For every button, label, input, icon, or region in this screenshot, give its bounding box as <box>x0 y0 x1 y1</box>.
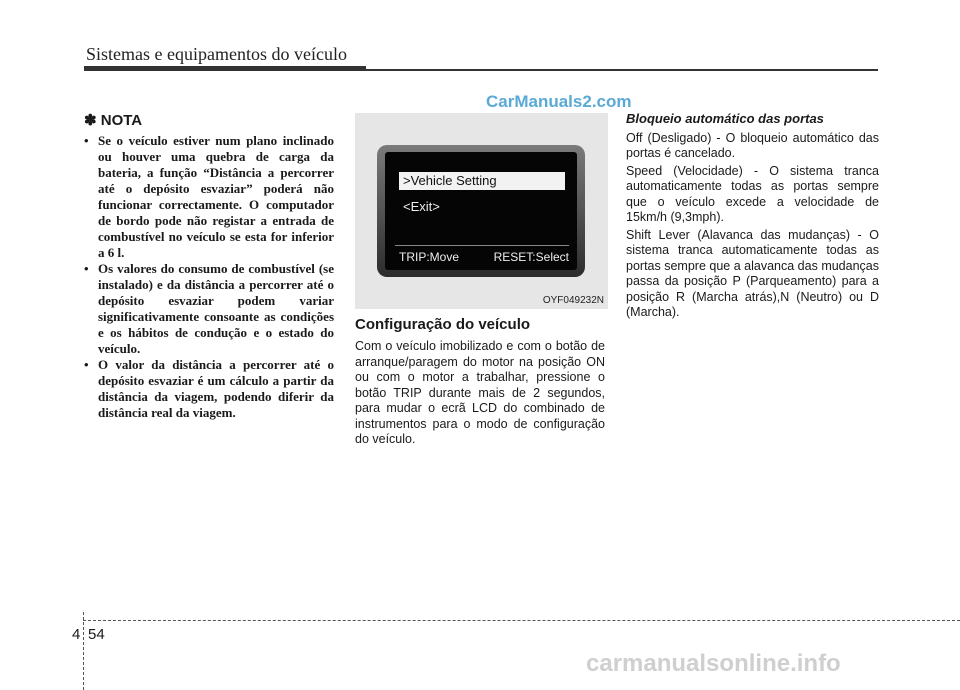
lock-option-text: O sistema tranca automaticamente todas as portas sempre que a alavanca das mudanças passa da posição P (Parqueamento) para a posição R (Marcha atrás),N (Neutro) ou D (Marcha). <box>626 227 879 319</box>
header-bar <box>84 66 366 71</box>
lock-option-off <box>626 131 879 162</box>
chapter-number: 4 <box>72 626 81 643</box>
watermark-bottom-link[interactable]: carmanualsonline.info <box>586 650 841 677</box>
nota-bullet: • O valor da distância a percorrer até o depósito esvaziar é um cálculo a partir da distância da viagem, podendo diferir da distância real da viagem. <box>84 357 334 421</box>
lcd-screen <box>385 152 577 270</box>
lcd-figure <box>355 113 608 309</box>
page-header-title: Sistemas e equipamentos do veículo <box>86 44 347 64</box>
lcd-footer-trip: TRIP:Move <box>399 250 460 264</box>
lock-option-shift <box>626 228 879 321</box>
lock-option-speed <box>626 164 879 226</box>
config-title: Configuração do veículo <box>355 316 531 333</box>
nota-title: ✽ NOTA <box>84 112 143 129</box>
page-number: 54 <box>88 626 105 643</box>
lcd-frame <box>377 145 585 277</box>
figure-code: OYF049232N <box>542 295 604 306</box>
lock-option-label: Shift Lever (Alavanca das mudanças) - <box>626 227 870 242</box>
lcd-separator <box>395 245 569 246</box>
lcd-menu-selected: >Vehicle Setting <box>399 172 565 190</box>
nota-bullet-list <box>84 133 334 421</box>
lock-section <box>626 111 879 323</box>
lcd-footer <box>399 250 569 264</box>
lcd-menu-exit: <Exit> <box>403 199 440 214</box>
watermark-top-link[interactable]: CarManuals2.com <box>486 92 632 111</box>
lock-option-text: O sistema tranca automaticamente todas as portas sempre que o veículo excede a velocidade de 15km/h (9,3mph). <box>626 163 879 224</box>
config-section <box>355 316 605 448</box>
lock-option-label: Speed (Velocidade) - <box>626 163 770 178</box>
lock-option-text: O bloqueio automático das portas é cancelado. <box>626 130 879 160</box>
lock-title: Bloqueio automático das portas <box>626 111 824 126</box>
config-body: Com o veículo imobilizado e com o botão de arranque/paragem do motor na posição ON ou com o motor a trabalhar, pressione o botão TRIP durante mais de 2 segundos, para mudar o ecrã LCD do combinado de instrumentos para o modo de configuração do veículo. <box>355 339 605 446</box>
lcd-footer-reset: RESET:Select <box>493 250 569 264</box>
nota-section <box>84 111 334 421</box>
lock-option-label: Off (Desligado) - <box>626 130 726 145</box>
footer-rule <box>83 620 960 621</box>
nota-bullet: • Se o veículo estiver num plano inclinado ou houver uma quebra de carga da bateria, a função “Distância a percorrer até o depósito esvaziar” poderá não funcionar correctamente. O computador de bordo pode não registar a entrada de combustível no veículo se esta for inferior a 6 l. <box>84 133 334 261</box>
header-rule <box>366 69 878 71</box>
page-divider <box>83 612 84 690</box>
nota-bullet: • Os valores do consumo de combustível (se instalado) e da distância a percorrer até o depósito esvaziar podem variar significativamente consoante as condições e os hábitos de condução e o estado do veículo. <box>84 261 334 357</box>
